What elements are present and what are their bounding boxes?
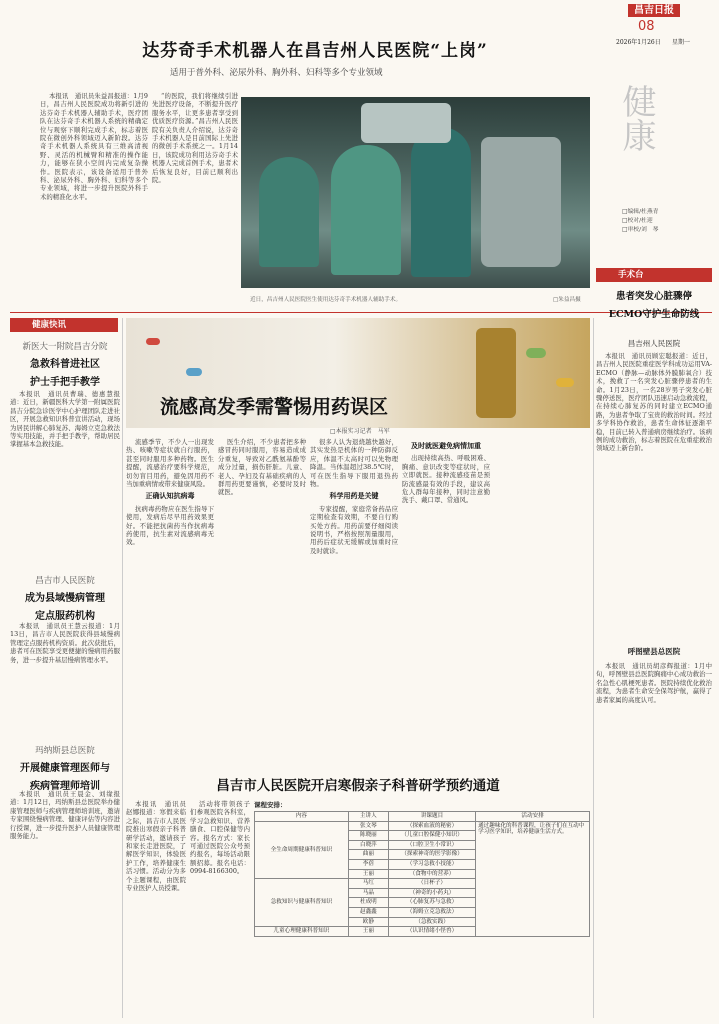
brief3-head2: 疾病管理师培训 xyxy=(30,781,100,792)
topic-cell: （口腔卫生小常识） xyxy=(388,840,475,850)
brief2-body: 本报讯 通讯员王慧云报道：1月13日，昌吉市人民医院获得县域慢病管理定点服药机构资质。此次获批后，患者可在医院享受更便捷的慢病用药服务，进一步提升基层慢病管理水平。 xyxy=(10,622,120,664)
topic-cell: （认识情绪小怪兽） xyxy=(388,927,475,937)
speaker-cell: 陈晓丽 xyxy=(348,831,388,841)
topic-cell: （学习急救小技能） xyxy=(388,859,475,869)
flu-title: 流感高发季需警惕用药误区 xyxy=(160,396,389,418)
bottom-col2: 活动将带领孩子们参观医院各科室，学习急救知识、营养膳食、口腔保健等内容。报名方式：家长可通过医院公众号预约报名，每场活动限额招募。报名电话：0994-8166300。 xyxy=(190,800,250,876)
photo-credit: □朱益昌摄 xyxy=(553,297,581,303)
health-logo-text: 健康 xyxy=(616,84,656,152)
schedule-label: 课程安排： xyxy=(254,801,287,809)
issue-date: 2026年1月26日 xyxy=(616,39,661,46)
brief3-head1: 开展健康管理医师与 xyxy=(20,763,110,774)
brief1-head2: 护士手把手教学 xyxy=(30,377,100,388)
group-name: 急救知识与健康科普知识 xyxy=(255,879,349,927)
topic-cell: （急救实践） xyxy=(388,917,475,927)
proofer-line: □校对/杜迎 xyxy=(622,218,653,224)
weekday: 星期一 xyxy=(672,39,691,46)
header-content: 内容 xyxy=(255,812,349,822)
lead-col2: “的医院，我们将继续引进先进医疗设备，不断提升医疗服务水平，让更多患者享受到优质医疗资源。”昌吉州人民医院有关负责人介绍说，达芬奇手术机器人是目前国际上先进的微创手术系统之一。1月14日，该院成功利用达芬奇手术机器人完成首例手术，患者术后恢复良好，目前已顺利出院。 xyxy=(152,92,238,185)
speaker-cell: 白晓萍 xyxy=(348,840,388,850)
header-speaker: 主讲人 xyxy=(348,812,388,822)
flu-byline: □本报实习记者 马军 xyxy=(330,428,390,435)
surgery-photo xyxy=(241,97,590,288)
lead-subhead: 适用于普外科、泌尿外科、胸外科、妇科等多个专业领域 xyxy=(170,68,383,78)
flu-subhead-2: 科学用药是关键 xyxy=(329,491,379,501)
speaker-cell: 曲丽 xyxy=(348,850,388,860)
brief1-title xyxy=(10,340,120,388)
topic-cell: （食物中的营养） xyxy=(388,869,475,879)
activity-cell: 通过趣味化的科普课程，让孩子们在互动中学习医学知识，培养健康生活方式。 xyxy=(476,821,590,936)
topic-cell: （儿童口腔保健小知识） xyxy=(388,831,475,841)
topic-cell: （心肺复苏与急救） xyxy=(388,898,475,908)
table-header-row xyxy=(255,812,590,822)
table-row xyxy=(255,821,590,831)
brief1-org: 新医大一附院昌吉分院 xyxy=(22,342,108,352)
page-number: 08 xyxy=(638,19,655,34)
bottom-title: 昌吉市人民医院开启寒假亲子科普研学预约通道 xyxy=(216,778,500,794)
brief1-body: 本报讯 通讯员曹瑞、德惠慧报道：近日，新疆医科大学第一附属医院昌吉分院急诊医学中心护理团队走进社区，开展急救知识科普宣讲活动，现场为居民讲解心肺复苏、海姆立克急救法等实用技能，并手把手教学，帮助居民掌握基本急救技能。 xyxy=(10,390,120,449)
photo-caption: 近日，昌吉州人民医院医生使用达芬奇手术机器人辅助手术。 xyxy=(250,297,402,303)
speaker-cell: 杜成明 xyxy=(348,898,388,908)
ecmo-head1: 患者突发心脏骤停 xyxy=(615,291,692,302)
reviewer-line: □审校/刘 琴 xyxy=(622,227,659,233)
editor-line: □编辑/杜燕青 xyxy=(622,209,659,215)
brief2-org: 昌吉市人民医院 xyxy=(35,576,95,586)
speaker-cell: 李蓓 xyxy=(348,859,388,869)
health-logo xyxy=(616,84,676,204)
brief3-org: 玛纳斯县总医院 xyxy=(35,746,95,756)
speaker-cell: 王丽 xyxy=(348,927,388,937)
group-name: 儿童心理健康科普知识 xyxy=(255,927,349,937)
topic-cell: （探索血液的秘密） xyxy=(388,821,475,831)
ecmo-org2: 呼图壁县总医院 xyxy=(627,647,681,656)
ecmo-body: 本报讯 通讯员顾宏聪报道：近日，昌吉州人民医院重症医学科成功运用VA-ECMO（静脉—动脉体外膜肺氧合）技术，挽救了一名突发心脏骤停患者的生命。1月23日，一名28岁男子突发心脏骤停送医，医疗团队迅速启动急救流程，在持续心肺复苏的同时建立ECMO通路，为患者争取了宝贵的救治时间。经过多学科协作救治，患者生命体征逐渐平稳，目前已转入普通病房继续治疗。该病例的成功救治，标志着医院在危重症救治领域迈上新台阶。 xyxy=(596,352,712,453)
lead-headline: 达芬奇手术机器人在昌吉州人民医院“上岗” xyxy=(142,41,488,61)
topic-cell: （日杯子） xyxy=(388,879,475,889)
flu-subhead-3: 及时就医避免病情加重 xyxy=(411,441,481,450)
brief2-head1: 成为县域慢病管理 xyxy=(25,593,105,604)
brief1-head1: 急救科普进社区 xyxy=(30,359,100,370)
masthead xyxy=(600,4,715,44)
topic-cell: （神奇的小药丸） xyxy=(388,888,475,898)
lead-col1: 本报讯 通讯员朱益昌报道：1月9日，昌吉州人民医院成功将新引进的达芬奇手术机器人辅助手术，医疗团队在达芬奇手术机器人系统的精确定位与观察下顺利完成手术，标志着医院在微创外科领域迈入新阶段。达芬奇手术机器人系统具有三维高清视野、灵活的机械臂和精准的操作能力，能够在狭小空间内完成复杂操作。医院表示，该设备适用于普外科、泌尿外科、胸外科、妇科等多个专业领域，将进一步提升医院外科手术的精准化水平。 xyxy=(40,92,148,201)
speaker-cell: 赵鑫鑫 xyxy=(348,907,388,917)
schedule-table xyxy=(254,811,590,937)
topic-cell: （海姆立克急救法） xyxy=(388,907,475,917)
brief3-body: 本报讯 通讯员王晨金、刘缘报道：1月12日，玛纳斯县总医院举办健康管理医师与疾病管理师培训班，邀请专家围绕慢病管理、健康评估等内容进行授课，进一步提升医护人员健康管理服务能力。 xyxy=(10,790,120,841)
flu-col1: 流感季节，不少人一出现发热、咳嗽等症状就自行服药，甚至同时服用多种药物。医生提醒，流感治疗要科学规范，切勿盲目用药，避免因用药不当加重病情或带来健康风险。 正确认知抗病毒 抗病毒药物应在医生指导下使用，发病后尽早用药效果更好。不能把抗菌药当作抗病毒药使用，抗生素对流感病毒无效。 xyxy=(126,438,214,547)
brief2-title xyxy=(10,574,120,622)
speaker-cell: 欧静 xyxy=(348,917,388,927)
speaker-cell: 王丽 xyxy=(348,869,388,879)
header-activity: 活动安排 xyxy=(476,812,590,822)
speaker-cell: 马红 xyxy=(348,879,388,889)
ecmo-body2: 本报讯 通讯员胡彦辉报道：1月中旬，呼图壁县总医院胸痛中心成功救治一名急性心肌梗死患者。医院持续优化救治流程，为患者生命安全保驾护航，赢得了患者家属的高度认可。 xyxy=(596,662,712,704)
editor-credits xyxy=(622,208,712,235)
ecmo-head2: ECMO守护生命防线 xyxy=(608,309,700,320)
left-divider xyxy=(122,318,123,1018)
course-schedule xyxy=(254,800,590,937)
group-name: 全生命周期健康科普知识 xyxy=(255,821,349,879)
header-topic: 讲课题目 xyxy=(388,812,475,822)
section-operating-table: 手术台 xyxy=(596,268,712,282)
right-divider xyxy=(593,318,594,1018)
flu-col4: 及时就医避免病情加重 出现持续高热、呼吸困难、胸痛、意识改变等症状时，应立即就医。接种流感疫苗是预防流感最有效的手段，建议高危人群每年接种，同时注意勤洗手、戴口罩、常通风。 xyxy=(402,441,490,505)
paper-name: 昌吉日报 xyxy=(628,4,680,17)
speaker-cell: 张文琴 xyxy=(348,821,388,831)
brief2-head2: 定点服药机构 xyxy=(35,611,95,622)
ecmo-title xyxy=(596,288,712,320)
speaker-cell: 马晶 xyxy=(348,888,388,898)
flu-subhead-1: 正确认知抗病毒 xyxy=(145,491,195,501)
section-quick-news: 健康快讯 xyxy=(10,318,118,332)
flu-col3: 很多人认为退烧越快越好，其实发热是机体的一种防御反应，体温不太高时可以先物理降温。当体温超过38.5℃时，可在医生指导下服用退热药物。 科学用药是关键 专家提醒，家庭常备药品应定期检查有效期，不要自行购买处方药。用药前要仔细阅读说明书，严格按照剂量服用，用药后症状无缓解或加重时应及时就诊。 xyxy=(310,438,398,555)
flu-col2: 医生介绍，不少患者把多种感冒药同时服用，容易造成成分重复，导致对乙酰氨基酚等成分过量，损伤肝脏。儿童、老人、孕妇及有基础疾病的人群用药更要谨慎，必要时及时就医。 xyxy=(218,438,306,497)
bottom-col1: 本报讯 通讯员赵娜报道：寒假来临之际，昌吉市人民医院推出寒假亲子科普研学活动，邀请孩子和家长走进医院，了解医学知识，体验医护工作，培养健康生活习惯。活动分为多个主题课程，由医院专业医护人员授课。 xyxy=(126,800,186,893)
topic-cell: （探索神奇的医学影像） xyxy=(388,850,475,860)
brief3-title xyxy=(10,744,120,792)
ecmo-org: 昌吉州人民医院 xyxy=(627,339,681,348)
